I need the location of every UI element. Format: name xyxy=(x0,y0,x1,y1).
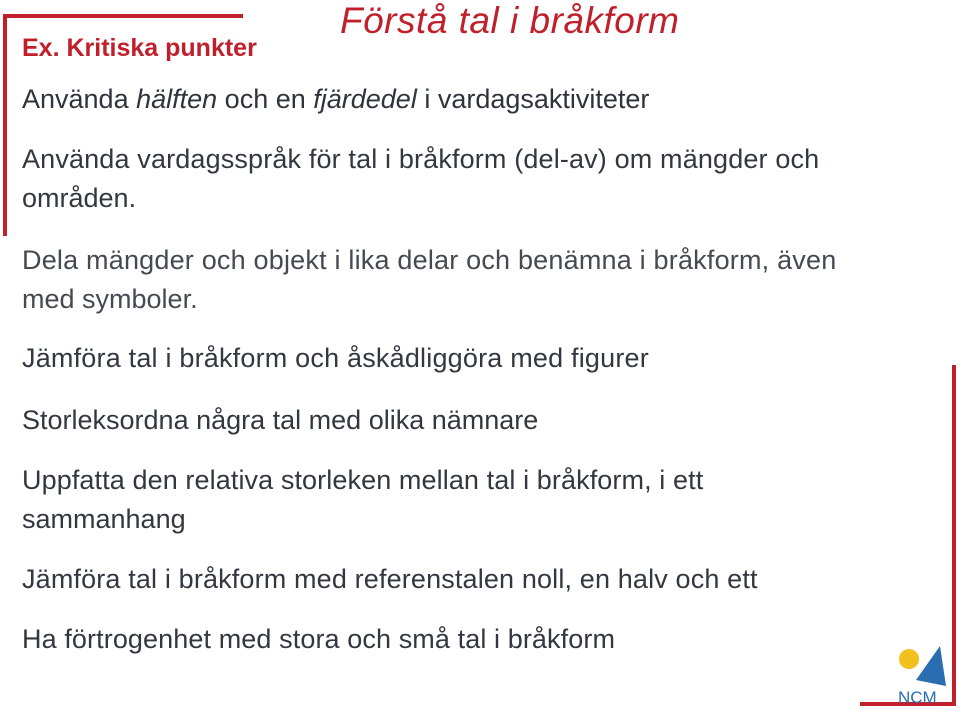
frame-top-accent xyxy=(3,14,243,18)
bullet-line-1 xyxy=(22,82,649,116)
logo-text: NCM xyxy=(898,688,937,707)
logo-sail-icon xyxy=(916,646,946,686)
line1-post: i vardagsaktiviteter xyxy=(416,84,650,114)
frame-right-accent xyxy=(952,365,956,705)
frame-left-accent xyxy=(3,14,7,236)
bullet-line-2: Använda vardagsspråk för tal i bråkform (del-av) om mängder och xyxy=(22,144,820,174)
bullet-line-3: områden. xyxy=(22,183,137,213)
bullet-line-4: Dela mängder och objekt i lika delar och benämna i bråkform, även xyxy=(22,245,837,275)
slide-title: Förstå tal i bråkform xyxy=(340,0,680,41)
line1-emphasis-quarter: fjärdedel xyxy=(313,84,417,114)
bullet-line-5: med symboler. xyxy=(22,284,198,314)
line1-emphasis-half: hälften xyxy=(136,84,218,114)
bullet-line-6: Jämföra tal i bråkform och åskådliggöra med figurer xyxy=(22,343,649,373)
slide-subtitle: Ex. Kritiska punkter xyxy=(22,34,257,62)
bullet-line-10: Jämföra tal i bråkform med referenstalen noll, en halv och ett xyxy=(22,564,758,594)
bullet-line-11: Ha förtrogenhet med stora och små tal i bråkform xyxy=(22,624,616,654)
line1-pre: Använda xyxy=(22,84,137,114)
bullet-line-9: sammanhang xyxy=(22,504,186,534)
bullet-line-8: Uppfatta den relativa storleken mellan tal i bråkform, i ett xyxy=(22,465,704,495)
line1-mid: och en xyxy=(217,84,314,114)
logo-sun-icon xyxy=(899,649,919,669)
bullet-line-7: Storleksordna några tal med olika nämnare xyxy=(22,405,539,435)
